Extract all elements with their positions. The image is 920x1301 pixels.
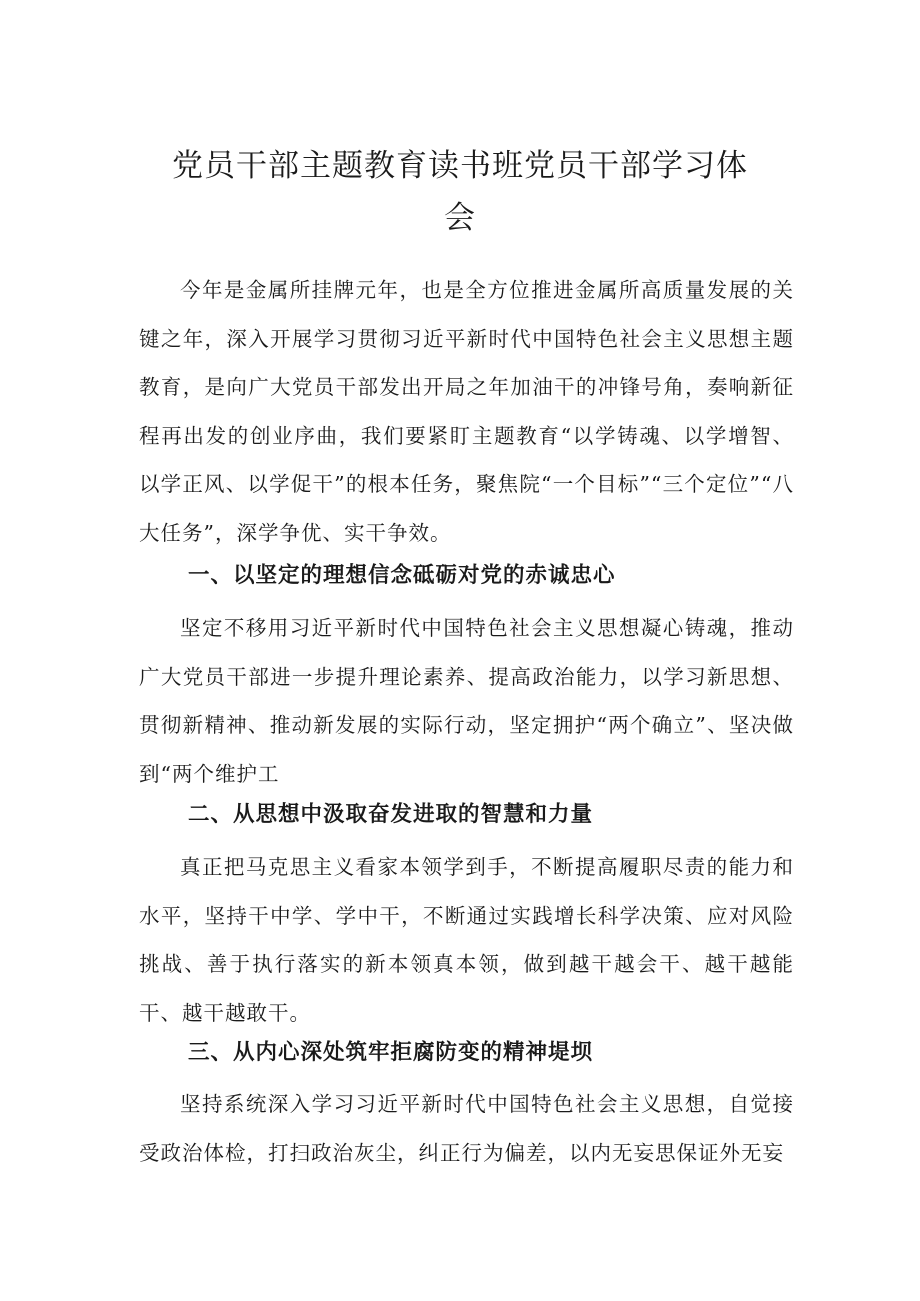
title-line-1: 党员干部主题教育读书班党员干部学习体 bbox=[172, 148, 748, 184]
intro-paragraph: 今年是金属所挂牌元年，也是全方位推进金属所高质量发展的关键之年，深入开展学习贯彻习近平新时代中国特色社会主义思想主题教育，是向广大党员干部发出开局之年加油干的冲锋号角，奏响新征程再出发的创业序曲，我们要紧盯主题教育“以学铸魂、以学增智、以学正风、以学促干”的根本任务，聚焦院“一个目标”“三个定位”“八大任务”，深学争优、实干争效。 bbox=[139, 278, 794, 545]
section-paragraph-3: 坚持系统深入学习习近平新时代中国特色社会主义思想，自觉接受政治体检，打扫政治灰尘，纠正行为偏差，以内无妄思保证外无妄 bbox=[139, 1092, 794, 1165]
document-title bbox=[130, 140, 790, 244]
section-paragraph-1: 坚定不移用习近平新时代中国特色社会主义思想凝心铸魂，推动广大党员干部进一步提升理论素养、提高政治能力，以学习新思想、贯彻新精神、推动新发展的实际行动，坚定拥护“两个确立”、坚决做到“两个维护工 bbox=[139, 616, 794, 786]
section-paragraph-2: 真正把马克思主义看家本领学到手，不断提高履职尽责的能力和水平，坚持干中学、学中干，不断通过实践增长科学决策、应对风险挑战、善于执行落实的新本领真本领，做到越干越会干、越干越能干、越干越敢干。 bbox=[139, 855, 794, 1025]
section-heading-3: 三、从内心深处筑牢拒腐防变的精神堤坝 bbox=[188, 1040, 594, 1065]
section-heading-2: 二、从思想中汲取奋发进取的智慧和力量 bbox=[188, 802, 594, 827]
title-line-2: 会 bbox=[444, 200, 476, 236]
section-heading-1: 一、以坚定的理想信念砥砺对党的赤诚忠心 bbox=[188, 563, 616, 588]
